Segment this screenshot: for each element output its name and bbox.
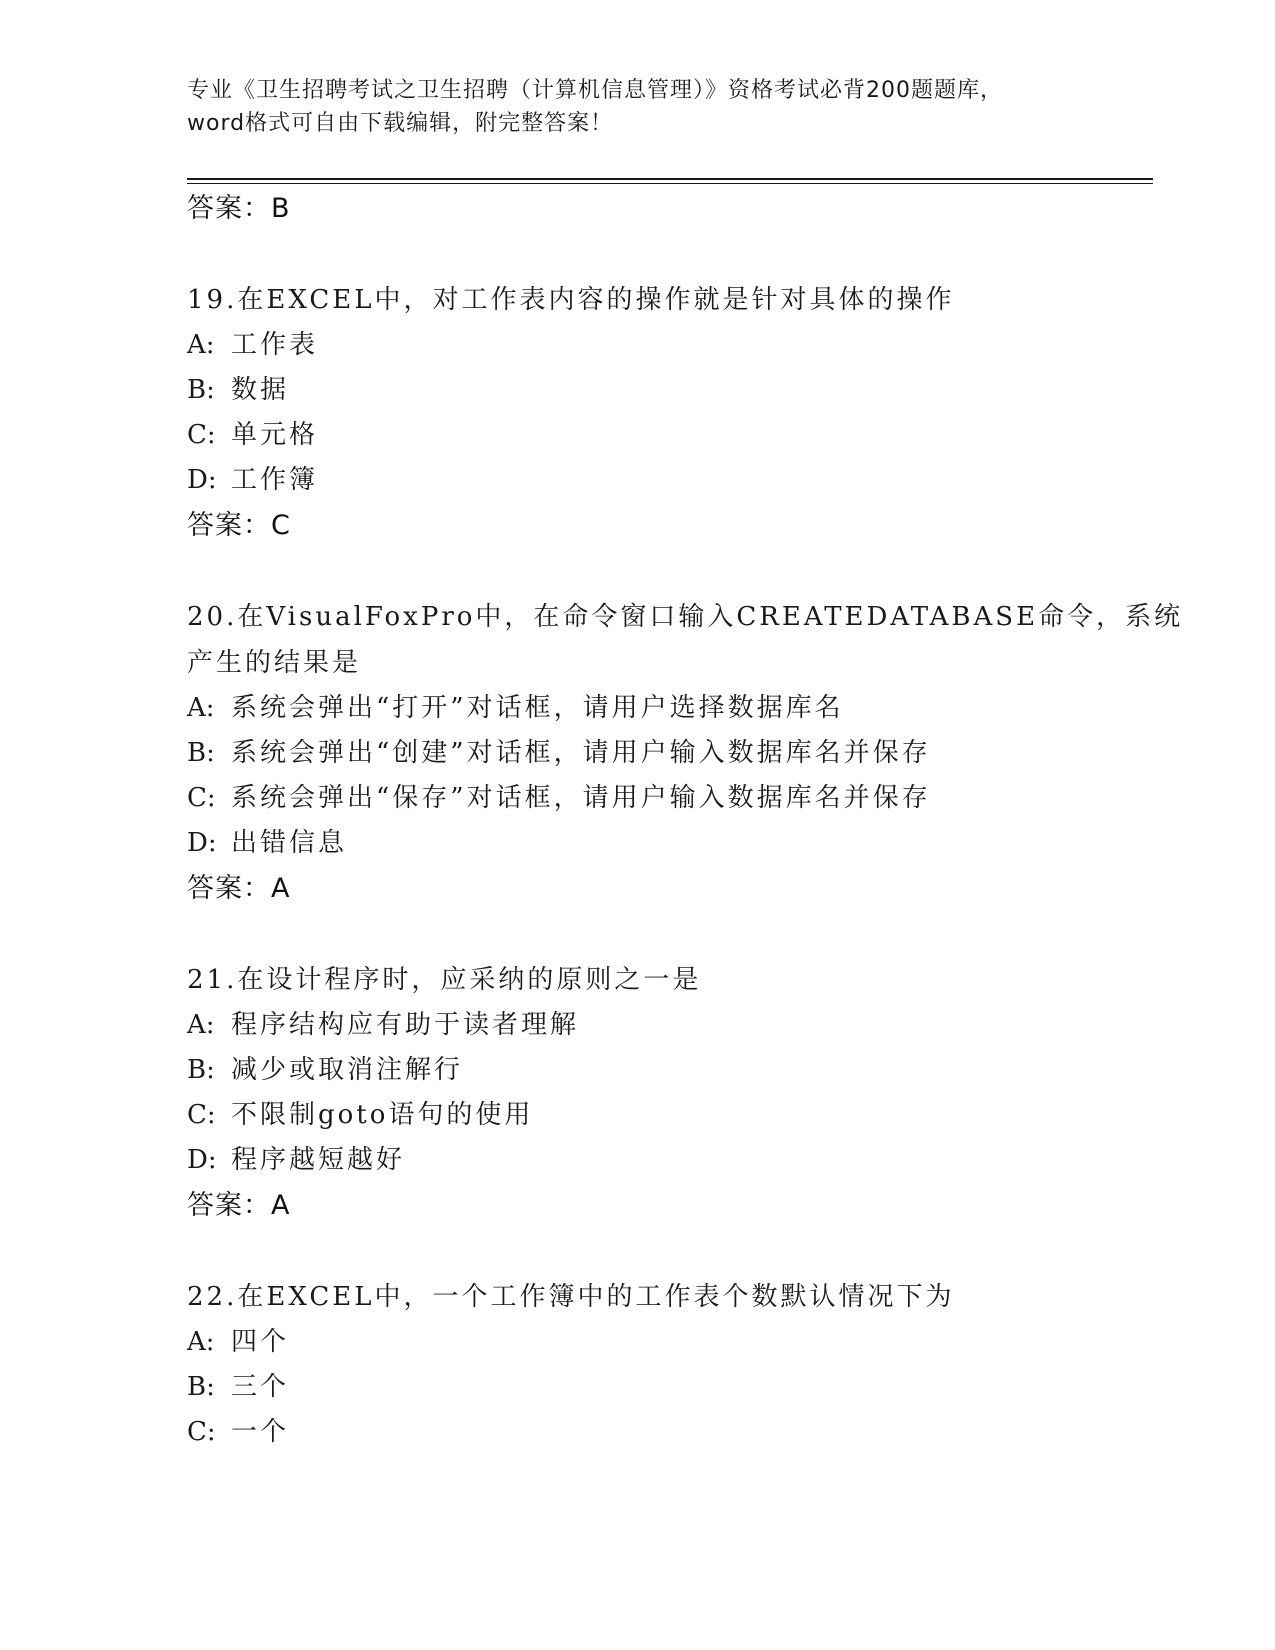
option-text: 四个 xyxy=(231,1327,290,1357)
answer-line: 答案：C xyxy=(187,510,291,541)
question-text: 19.在EXCEL中，对工作表内容的操作就是针对具体的操作 xyxy=(187,285,955,315)
option-letter: B: xyxy=(187,1372,215,1402)
answer-line: 答案：A xyxy=(187,1190,291,1221)
question-list xyxy=(187,186,1184,1455)
question-block xyxy=(187,594,1184,912)
option-text: 工作表 xyxy=(231,330,319,360)
option-text: 系统会弹出“打开”对话框，请用户选择数据库名 xyxy=(231,693,844,723)
option-row xyxy=(187,1093,1153,1138)
option-row xyxy=(187,731,1153,776)
option-letter: C: xyxy=(187,1100,216,1130)
option-letter: C: xyxy=(187,420,216,450)
option-letter: A: xyxy=(187,693,215,723)
question-gap xyxy=(187,232,1153,277)
option-text: 三个 xyxy=(231,1372,290,1402)
option-row xyxy=(187,1048,1153,1093)
option-text: 不限制goto语句的使用 xyxy=(231,1100,534,1130)
option-letter: B: xyxy=(187,375,215,405)
question-gap xyxy=(187,549,1153,594)
option-letter: D: xyxy=(187,1145,217,1175)
question-text: 20.在VisualFoxPro中，在命令窗口输入CREATEDATABASE命令，系统 xyxy=(187,602,1184,632)
option-letter: D: xyxy=(187,828,217,858)
question-block xyxy=(187,1274,1153,1455)
option-text: 系统会弹出“创建”对话框，请用户输入数据库名并保存 xyxy=(231,738,931,768)
question-text: 产生的结果是 xyxy=(187,648,362,678)
option-row xyxy=(187,1138,1153,1183)
answer-line: 答案：A xyxy=(187,873,291,904)
option-text: 出错信息 xyxy=(231,828,348,858)
option-text: 一个 xyxy=(231,1417,290,1447)
option-letter: B: xyxy=(187,1055,215,1085)
option-text: 工作簿 xyxy=(231,465,319,495)
option-row xyxy=(187,368,1153,413)
header-line-2: word格式可自由下载编辑，附完整答案！ xyxy=(187,111,614,136)
option-text: 程序越短越好 xyxy=(231,1145,406,1175)
question-block xyxy=(187,957,1153,1229)
option-row xyxy=(187,1003,1153,1048)
question-gap xyxy=(187,1229,1153,1274)
header-rule-thick xyxy=(187,178,1153,180)
option-row xyxy=(187,776,1153,821)
option-row xyxy=(187,1365,1153,1410)
question-text: 22.在EXCEL中，一个工作簿中的工作表个数默认情况下为 xyxy=(187,1282,955,1312)
option-letter: A: xyxy=(187,330,215,360)
option-row xyxy=(187,1410,1153,1455)
option-text: 数据 xyxy=(231,375,290,405)
option-row xyxy=(187,413,1153,458)
option-letter: B: xyxy=(187,738,215,768)
option-row xyxy=(187,458,1153,503)
document-header xyxy=(187,74,1087,140)
option-text: 系统会弹出“保存”对话框，请用户输入数据库名并保存 xyxy=(231,783,931,813)
option-letter: C: xyxy=(187,1417,216,1447)
option-row xyxy=(187,1320,1153,1365)
option-letter: D: xyxy=(187,465,217,495)
option-letter: A: xyxy=(187,1327,215,1357)
option-letter: C: xyxy=(187,783,216,813)
option-row xyxy=(187,821,1153,866)
option-letter: A: xyxy=(187,1010,215,1040)
option-row xyxy=(187,686,1153,731)
answer-line: 答案：B xyxy=(187,193,291,224)
option-text: 程序结构应有助于读者理解 xyxy=(231,1010,580,1040)
header-rule-thin xyxy=(187,183,1153,184)
option-row xyxy=(187,323,1153,368)
header-line-1: 专业《卫生招聘考试之卫生招聘（计算机信息管理）》资格考试必背200题题库， xyxy=(187,78,1003,103)
question-block xyxy=(187,277,1153,549)
option-text: 减少或取消注解行 xyxy=(231,1055,464,1085)
question-gap xyxy=(187,912,1153,957)
option-text: 单元格 xyxy=(231,420,319,450)
question-text: 21.在设计程序时，应采纳的原则之一是 xyxy=(187,965,702,995)
